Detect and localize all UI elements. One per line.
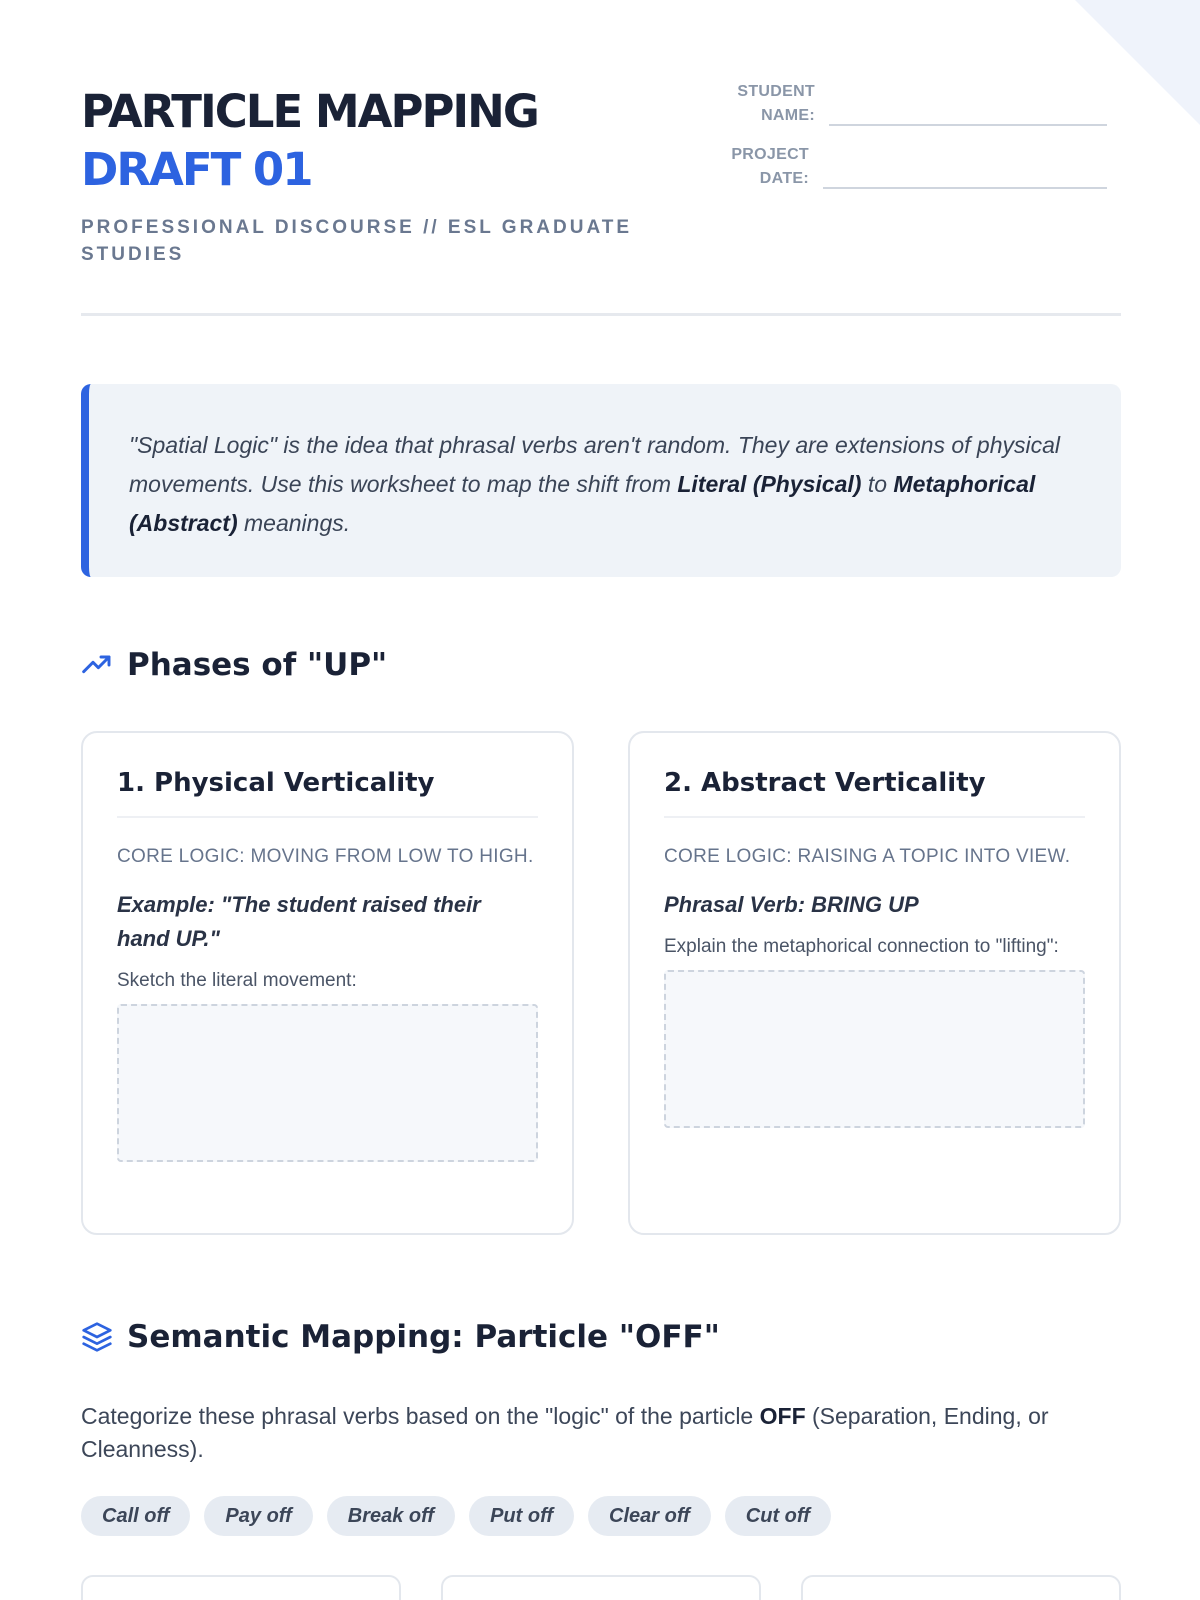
- course-subtitle: PROFESSIONAL DISCOURSE // ESL GRADUATE STUDIES: [81, 217, 633, 265]
- page-title: PARTICLE MAPPING: [81, 85, 538, 138]
- section-up-title: Phases of "UP": [127, 647, 388, 683]
- answer-area[interactable]: [664, 970, 1085, 1128]
- description-text-1: Categorize these phrasal verbs based on the "logic" of the particle: [81, 1403, 760, 1429]
- category-bins: [81, 1575, 1121, 1600]
- card-title: 2. Abstract Verticality: [664, 767, 1085, 818]
- intro-bold-literal: Literal (Physical): [677, 471, 862, 497]
- project-date-field: [721, 143, 1107, 191]
- student-name-label: STUDENT NAME:: [737, 83, 815, 124]
- section-off-heading: [81, 1319, 720, 1355]
- student-name-input-line[interactable]: [829, 124, 1107, 126]
- card-physical-verticality: [81, 731, 574, 1235]
- worksheet-header: [81, 0, 1121, 316]
- title-block: [81, 84, 641, 268]
- card-prompt: Explain the metaphorical connection to "lifting":: [664, 936, 1059, 957]
- sketch-area[interactable]: [117, 1004, 538, 1162]
- chip-call-off[interactable]: Call off: [81, 1496, 190, 1536]
- chip-pay-off[interactable]: Pay off: [204, 1496, 312, 1536]
- intro-text-1: "Spatial Logic" is the idea that phrasal verbs aren't random. They are extensions of physical movements. Use this worksheet to map the shift from: [129, 432, 1061, 497]
- category-bin[interactable]: [81, 1575, 401, 1600]
- card-core-logic: CORE LOGIC: RAISING A TOPIC INTO VIEW.: [664, 846, 1071, 867]
- project-date-input-line[interactable]: [823, 187, 1107, 189]
- description-text-2: (Separation, Ending, or Cleanness).: [81, 1403, 1049, 1462]
- layers-icon: [81, 1321, 113, 1353]
- worksheet-page: [81, 0, 1121, 1527]
- intro-text-3: meanings.: [237, 510, 351, 536]
- section-up-heading: [81, 647, 387, 683]
- intro-text-2: to: [861, 471, 894, 497]
- chip-break-off[interactable]: Break off: [327, 1496, 455, 1536]
- card-core-logic: CORE LOGIC: MOVING FROM LOW TO HIGH.: [117, 846, 534, 867]
- intro-bold-metaphorical: Metaphorical (Abstract): [129, 471, 1036, 536]
- draft-label: DRAFT 01: [81, 143, 312, 196]
- card-prompt: Sketch the literal movement:: [117, 970, 357, 991]
- section-off-title: Semantic Mapping: Particle "OFF": [127, 1319, 720, 1355]
- section-off-description: [81, 1400, 1121, 1466]
- card-title: 1. Physical Verticality: [117, 767, 538, 818]
- chip-clear-off[interactable]: Clear off: [588, 1496, 711, 1536]
- phrasal-verb-chips: [81, 1496, 831, 1536]
- category-bin[interactable]: [441, 1575, 761, 1600]
- project-date-label: PROJECT DATE:: [731, 146, 809, 187]
- trending-up-icon: [81, 649, 113, 681]
- card-example: Example: "The student raised their hand UP.": [117, 892, 481, 951]
- card-abstract-verticality: [628, 731, 1121, 1235]
- description-bold-off: OFF: [759, 1403, 806, 1429]
- student-name-field: [721, 80, 1107, 128]
- category-bin[interactable]: [801, 1575, 1121, 1600]
- intro-callout: [81, 384, 1121, 577]
- card-phrasal-verb: Phrasal Verb: BRING UP: [664, 892, 919, 917]
- chip-cut-off[interactable]: Cut off: [725, 1496, 831, 1536]
- chip-put-off[interactable]: Put off: [469, 1496, 574, 1536]
